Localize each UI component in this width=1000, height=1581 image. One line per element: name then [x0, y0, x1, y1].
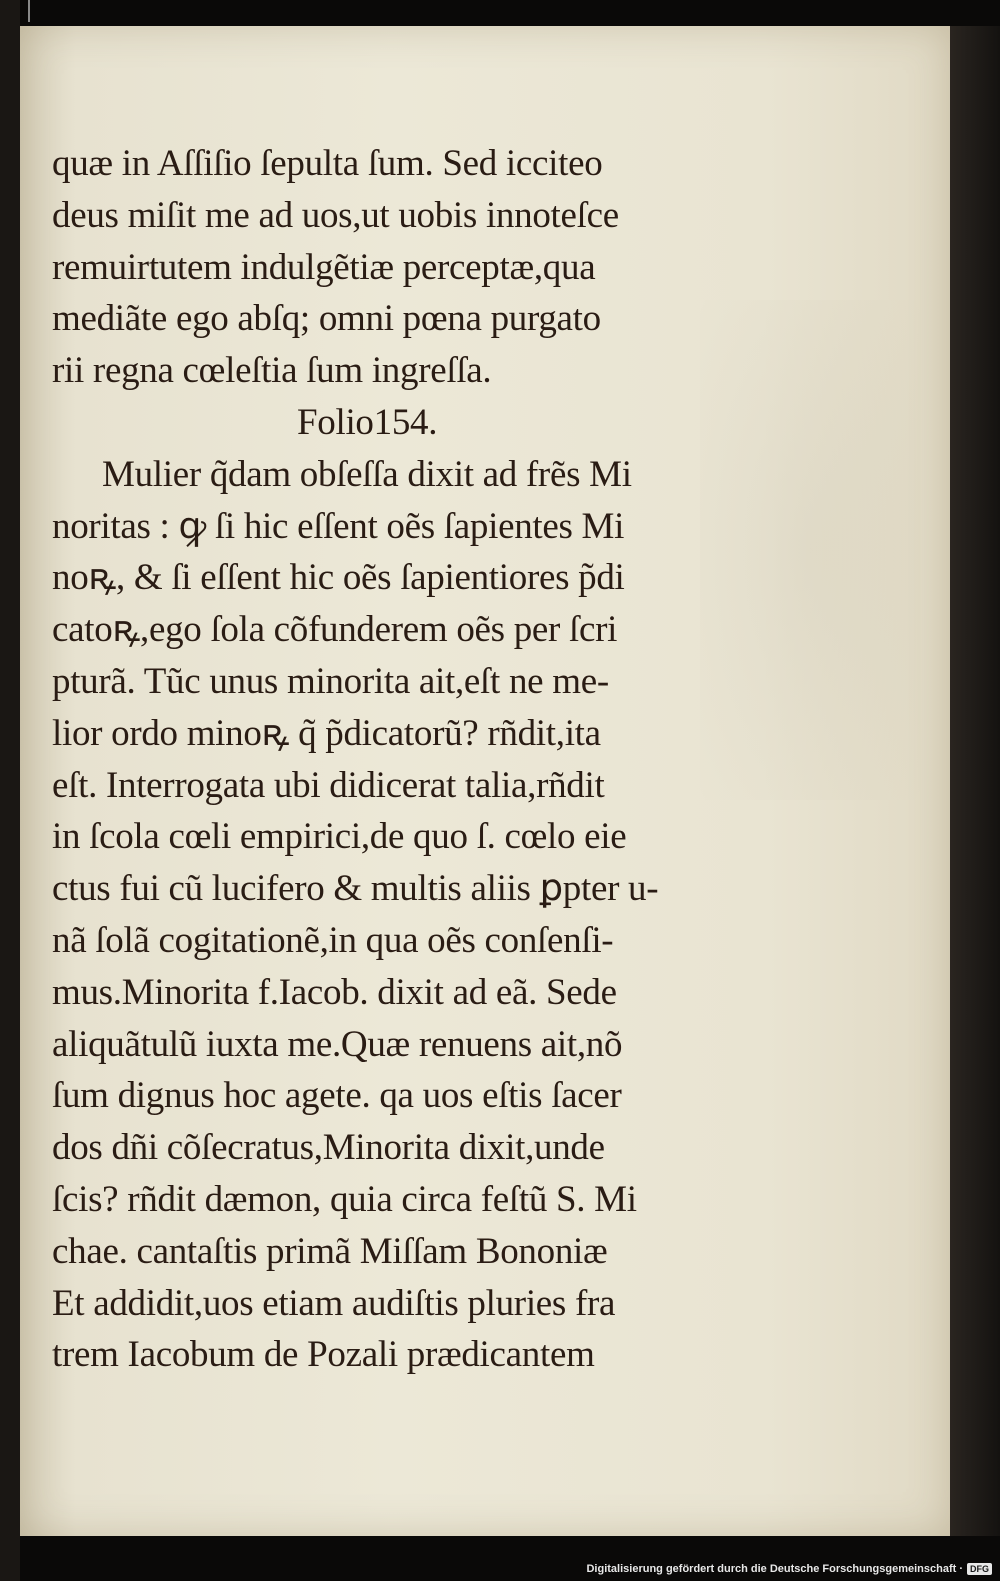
- text-line: aliquãtulũ iuxta me.Quæ renuens ait,nõ: [52, 1023, 623, 1065]
- text-line: trem Iacobum de Pozali prædicantem: [52, 1334, 595, 1376]
- text-line: eſt. Interrogata ubi didicerat talia,rñdit: [52, 764, 605, 806]
- text-line: mediãte ego abſq; omni pœna purgato: [52, 298, 601, 340]
- text-line: Et addidit,uos etiam audiſtis pluries fra: [52, 1282, 616, 1324]
- text-line: ctus fui cũ lucifero & multis aliis ꝑpter u-: [52, 868, 659, 910]
- text-line: noritas : ꝙ ſi hic eſſent oẽs ſapientes Mi: [52, 505, 625, 547]
- text-line: dos dñi cõſecratus,Minorita dixit,unde: [52, 1127, 605, 1169]
- text-line: deus miſit me ad uos,ut uobis innoteſce: [52, 194, 619, 236]
- digitization-credit: [586, 1563, 992, 1575]
- text-line: Mulier q̃dam obſeſſa dixit ad frẽs Mi: [102, 453, 632, 495]
- text-line: rii regna cœleſtia ſum ingreſſa.: [52, 350, 492, 392]
- text-line: catoꝶ,ego ſola cõfunderem oẽs per ſcri: [52, 609, 618, 651]
- text-line: nã ſolã cogitationẽ,in qua oẽs conſenſi-: [52, 919, 614, 961]
- page-text: [52, 138, 712, 1381]
- credit-text: Digitalisierung gefördert durch die Deutsche Forschungsgemeinschaft ·: [586, 1563, 963, 1575]
- page-edge-shadow: [950, 26, 1000, 1536]
- text-line: chae. cantaſtis primã Miſſam Bononiæ: [52, 1230, 608, 1272]
- ink-bleed-through: [700, 300, 920, 800]
- text-line: remuirtutem indulgẽtiæ perceptæ,qua: [52, 246, 596, 288]
- folio-heading: Folio154.: [297, 401, 438, 443]
- text-line: quæ in Aſſiſio ſepulta ſum. Sed icciteo: [52, 143, 603, 184]
- dfg-logo: DFG: [967, 1563, 992, 1575]
- text-line: lior ordo minoꝶ q̃ p̃dicatorũ? rñdit,ita: [52, 712, 601, 754]
- text-line: pturã. Tũc unus minorita ait,eſt ne me-: [52, 660, 609, 702]
- book-binding-edge: [0, 0, 20, 1581]
- text-line: ſum dignus hoc agete. qa uos eſtis ſacer: [52, 1075, 622, 1117]
- ruler-tick: [28, 0, 30, 22]
- text-line: noꝶ, & ſi eſſent hic oẽs ſapientiores p̃di: [52, 557, 625, 599]
- text-line: ſcis? rñdit dæmon, quia circa feſtũ S. Mi: [52, 1178, 637, 1220]
- text-line: in ſcola cœli empirici,de quo ſ. cœlo eie: [52, 816, 627, 858]
- text-line: mus.Minorita f.Iacob. dixit ad eã. Sede: [52, 971, 617, 1013]
